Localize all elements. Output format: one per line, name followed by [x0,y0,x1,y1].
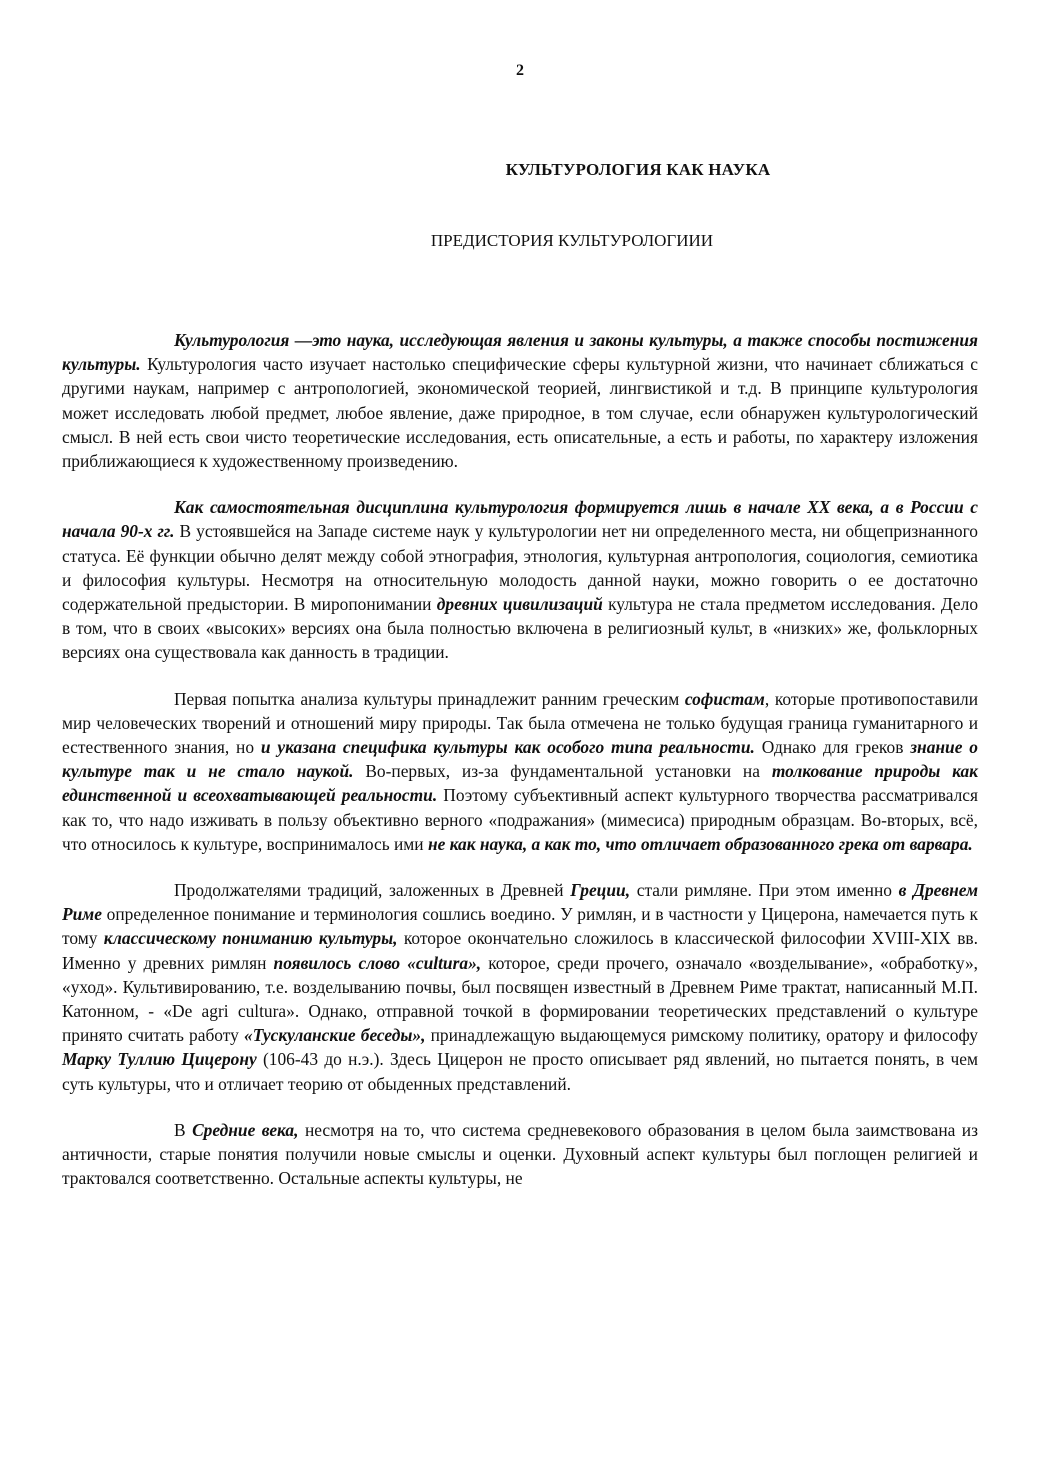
document-body [62,328,978,1213]
body-text: определенное понимание и терминология сошлись воедино. У римлян, и в частности у Цицерона, намечается путь к тому [62,904,978,949]
body-text: которое окончательно сложилось в классической философии XVIII-XIX вв. Именно у древних римлян [62,928,978,973]
emphasis-text: Как самостоятельная дисциплина культурология формируется лишь в начале XX века, а в России с начала 90-х гг. [62,497,978,542]
emphasis-text: Средние века, [192,1119,299,1140]
emphasis-text: древних цивилизаций [436,594,603,615]
body-text: В устоявшейся на Западе системе наук у культурологии нет ни определенного места, ни общепризнанного статуса. Её функции обычно делят между собой этнография, этнология, культурная антропология, социология, семиотика и философия культуры. Несмотря на относительную молодость данной науки, можно говорить о ее достаточно содержательной предыстории. В миропонимании [62,521,978,615]
page-number: 2 [516,62,524,79]
section-subtitle: ПРЕДИСТОРИЯ КУЛЬТУРОЛОГИИИ [430,231,714,250]
body-text: несмотря на то, что система средневекового образования в целом была заимствована из античности, старые понятия получили новые смыслы и оценки. Духовный аспект культуры был поглощен религией и трактовался соответственно. Остальные аспекты культуры, не [62,1119,978,1189]
paragraph-5 [62,1118,978,1191]
paragraph-2 [62,495,978,664]
page-title: КУЛЬТУРОЛОГИЯ КАК НАУКА [505,160,771,179]
emphasis-text: знание о культуре так и не стало наукой. [62,737,978,782]
body-text: Продолжателями традиций, заложенных в Древней [174,880,571,901]
emphasis-text: «Тускуланские беседы», [244,1025,426,1046]
body-text: Культурология часто изучает настолько специфические сферы культурной жизни, что начинает сближаться с другими наукам, например с антропологией, экономической теорией, лингвистикой и т.д. В принципе культурология может исследовать любой предмет, любое явление, даже природное, в том случае, если обнаружен культурологический смысл. В ней есть свои чисто теоретические исследования, есть описательные, а есть и работы, по характеру изложения приближающиеся к художественному произведению. [62,354,978,472]
emphasis-text: и указана специфика культуры как особого типа реальности. [260,737,755,758]
body-text: Первая попытка анализа культуры принадлежит ранним греческим [174,688,685,709]
emphasis-text: толкование природы как единственной и всеохватывающей реальности. [62,761,978,806]
body-text: которое, среди прочего, означало «возделывание», «обработку», «уход». Культивированию, т.е. возделыванию почвы, был посвящен известный в Древнем Риме трактат, написанный М.П. Катонном, - «De agri cultura». Однако, отправной точкой в формировании теоретических представлений о культуре принято считать работу [62,952,978,1046]
emphasis-text: Марку Туллию Цицерону [62,1049,257,1070]
paragraph-4 [62,878,978,1096]
emphasis-text: появилось слово «cultura», [273,952,482,973]
paragraph-1 [62,328,978,473]
body-text: культура не стала предметом исследования. Дело в том, что в своих «высоких» версиях она была полностью включена в религиозный культ, в «низких» же, фольклорных версиях она существовала как данность в традиции. [62,594,979,663]
emphasis-text: не как наука, а как то, что отличает образованного грека от варвара. [427,833,973,854]
emphasis-text: софистам [684,688,765,709]
emphasis-text: Греции, [570,880,631,901]
emphasis-text: в Древнем Риме [62,880,978,925]
emphasis-text: Культурология —это наука, исследующая явления и законы культуры, а также способы постижения культуры. [62,330,978,375]
emphasis-text: классическому пониманию культуры, [103,928,398,949]
body-text: Поэтому субъективный аспект культурного творчества рассматривался как то, что надо изживать в пользу объективно верного «подражания» (мимесиса) природным образцам. Во-вторых, всё, что относилось к культуре, воспринималось ими [62,785,978,854]
body-text: (106-43 до н.э.). Здесь Цицерон не просто описывает ряд явлений, но пытается понять, в чем суть культуры, что и отличает теорию от обыденных представлений. [62,1049,978,1094]
paragraph-3 [62,687,978,856]
body-text: Во-первых, из-за фундаментальной установки на [353,761,772,782]
body-text: , которые противопоставили мир человеческих творений и отношений миру природы. Так была отмечена не только будущая граница гуманитарного и естественного знания, но [62,688,979,758]
document-page [62,0,978,1471]
body-text: принадлежащую выдающемуся римскому политику, оратору и философу [425,1025,978,1046]
body-text: В [174,1119,193,1140]
body-text: Однако для греков [754,737,911,758]
body-text: стали римляне. При этом именно [630,880,899,901]
